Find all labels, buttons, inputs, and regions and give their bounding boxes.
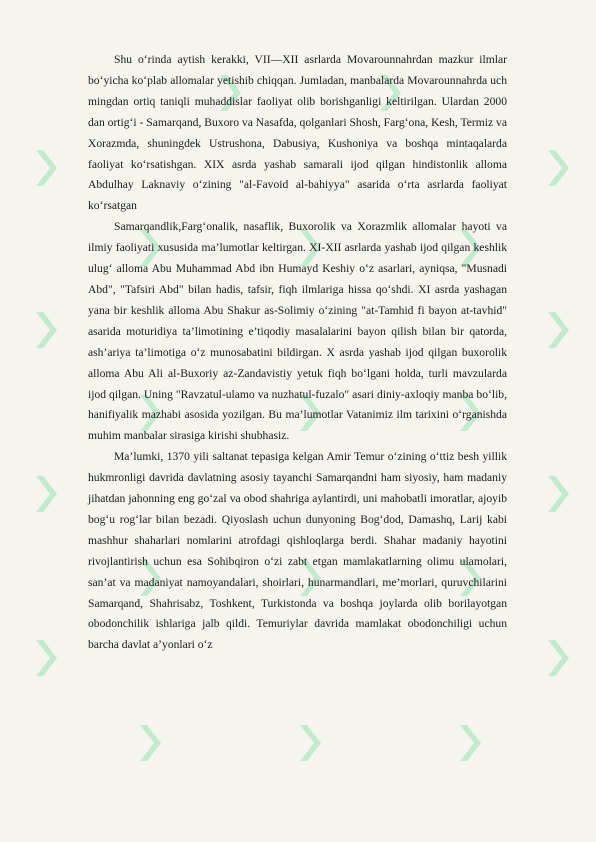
watermark-arrow-icon xyxy=(36,476,57,512)
watermark-arrow-icon xyxy=(548,150,569,186)
watermark-arrow-icon xyxy=(300,725,321,761)
watermark-arrow-icon xyxy=(36,312,57,348)
watermark-arrow-icon xyxy=(36,640,57,676)
watermark-arrow-icon xyxy=(548,312,569,348)
paragraph-1: Shu o‘rinda aytish kerakki, VII—XII asrlarda Movarounnahrdan mazkur ilmlar bo‘yicha ko‘plab allomalar yetishib chiqqan. Jumladan, manbalarda Movarounnahrda uch mingdan ortiq taniqli muhaddislar faoliyat olib borishganligi keltirilgan. Ulardan 2000 dan ortig‘i - Samarqand, Buxoro va Nasafda, qolganlari Shosh, Farg‘ona, Kesh, Termiz va Xorazmda, shuningdek Ustrushona, Dabusiya, Kushoniya va boshqa mintaqalarda faoliyat ko‘rsatishgan. XIX asrda yashab samarali ijod qilgan hindistonlik alloma Abdulhay Laknaviy o‘zining "al-Favoid al-bahiyya" asarida o‘rta asrlarda faoliyat ko‘rsatgan xyxy=(88,53,507,213)
body-text xyxy=(88,50,507,656)
watermark-arrow-icon xyxy=(548,476,569,512)
watermark-arrow-icon xyxy=(460,725,481,761)
watermark-arrow-icon xyxy=(548,640,569,676)
paragraph-3: Ma’lumki, 1370 yili saltanat tepasiga kelgan Amir Temur o‘zining o‘ttiz besh yillik hukmronligi davrida davlatning asosiy tayanchi Samarqandni ham siyosiy, ham madaniy jihatdan jahonning eng go‘zal va obod shahriga aylantirdi, uni mahobatli imoratlar, ajoyib bog‘u rog‘lar bilan bezadi. Qiyoslash uchun dunyoning Bog‘dod, Damashq, Larij kabi mashhur shaharlari nomlarini atrofdagi qishloqlarga berdi. Shahar madaniy hayotini rivojlantirish uchun esa Sohibqiron o‘zi zabt etgan mamlakatlarning olimu ulamolari, san’at va madaniyat namoyandalari, shoirlari, hunarmandlari, me’morlari, quruvchilarini Samarqand, Shahrisabz, Toshkent, Turkistonda va boshqa joylarda olib borilayotgan obodonchilik ishlariga jalb qildi. Temuriylar davrida mamlakat obodonchiligi uchun barcha davlat a’yonlari o‘z xyxy=(88,450,507,652)
paragraph-2: Samarqandlik,Farg‘onalik, nasaflik, Buxorolik va Xorazmlik allomalar hayoti va ilmiy faoliyati xususida ma’lumotlar keltirgan. XI-XII asrlarda yashab ijod qilgan keshlik ulug‘ alloma Abu Muhammad Abd ibn Humayd Keshiy o‘z asarlari, ayniqsa, "Musnadi Abd", "Tafsiri Abd" bilan hadis, tafsir, fiqh ilmlariga hissa qo‘shdi. XI asrda yashagan yana bir keshlik alloma Abu Shakur as-Solimiy o‘zining "at-Tamhid fi bayon at-tavhid" asarida moturidiya ta’limotining e’tiqodiy masalalarini bayon qilish bilan bir qatorda, ash’ariya ta’limotiga o‘z munosabatini bildirgan. X asrda yashab ijod qilgan buxorolik alloma Abu Ali al-Buxoriy az-Zandavistiy yetuk fiqh bo‘lgani holda, turli mavzularda ijod qilgan. Uning "Ravzatul-ulamo va nuzhatul-fuzalo" asari diniy-axloqiy manba bo‘lib, hanifiyalik mazhabi asosida yozilgan. Bu ma’lumotlar Vatanimiz ilm tarixini o‘rganishda muhim manbalar sirasiga kirishi shubhasiz. xyxy=(88,220,507,443)
watermark-arrow-icon xyxy=(140,725,161,761)
watermark-arrow-icon xyxy=(36,150,57,186)
